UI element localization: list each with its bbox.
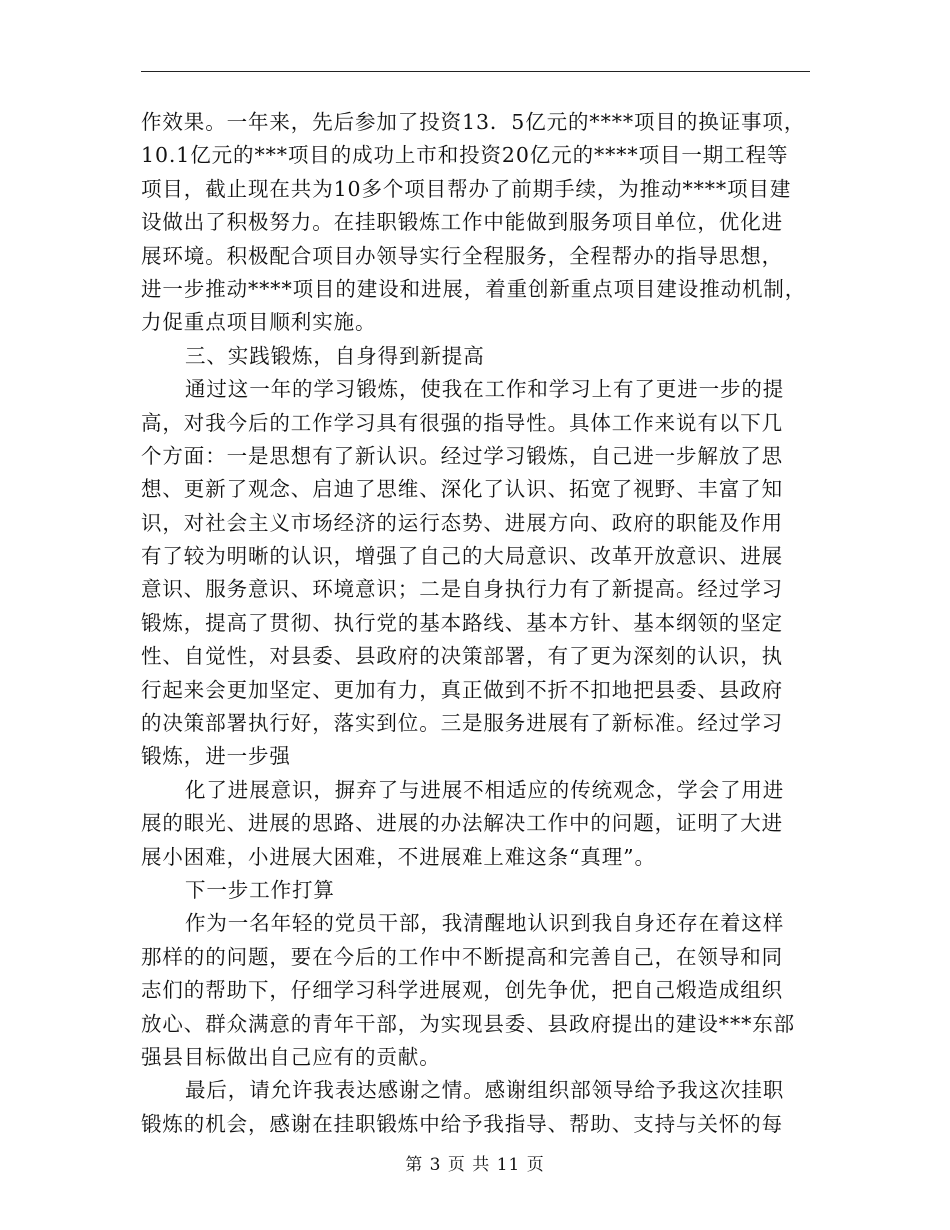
text-line: 识，对社会主义市场经济的运行态势、进展方向、政府的职能及作用: [141, 510, 783, 535]
text-line: 锻炼，进一步强: [141, 744, 291, 769]
text-line: 意识、服务意识、环境意识；二是自身执行力有了新提高。经过学习: [141, 577, 783, 602]
text-line: 放心、群众满意的青年干部，为实现县委、县政府提出的建设***东部: [141, 1011, 796, 1036]
text-line: 力促重点项目顺利实施。: [141, 310, 377, 335]
text-line: 展环境。积极配合项目办领导实行全程服务，全程帮办的指导思想，: [141, 243, 783, 268]
text-line: 锻炼的机会，感谢在挂职锻炼中给予我指导、帮助、支持与关怀的每: [141, 1111, 783, 1136]
text-line: 个方面：一是思想有了新认识。经过学习锻炼，自己进一步解放了思: [141, 443, 783, 468]
page-number-footer: 第 3 页 共 11 页: [405, 1155, 545, 1175]
text-line: 有了较为明晰的认识，增强了自己的大局意识、改革开放意识、进展: [141, 544, 783, 569]
text-line: 性、自觉性，对县委、县政府的决策部署，有了更为深刻的认识，执: [141, 644, 783, 669]
text-line: 作效果。一年来，先后参加了投资13．5亿元的****项目的换证事项，: [141, 110, 806, 134]
text-line: 的决策部署执行好，落实到位。三是服务进展有了新标准。经过学习: [141, 711, 783, 736]
text-line: 行起来会更加坚定、更加有力，真正做到不折不扣地把县委、县政府: [141, 677, 783, 702]
text-line: 进一步推动****项目的建设和进展，着重创新重点项目建设推动机制，: [141, 276, 807, 301]
text-line: 通过这一年的学习锻炼，使我在工作和学习上有了更进一步的提: [185, 377, 785, 402]
text-line: 10.1亿元的***项目的成功上市和投资20亿元的****项目一期工程等: [141, 143, 789, 168]
text-line: 设做出了积极努力。在挂职锻炼工作中能做到服务项目单位，优化进: [141, 210, 783, 235]
text-line: 那样的的问题，要在今后的工作中不断提高和完善自己，在领导和同: [141, 944, 783, 969]
text-line: 化了进展意识，摒弃了与进展不相适应的传统观念，学会了用进: [185, 777, 785, 802]
text-line: 强县目标做出自己应有的贡献。: [141, 1044, 441, 1069]
body-text: [141, 106, 813, 1141]
text-line: 志们的帮助下，仔细学习科学进展观，创先争优，把自己煅造成组织: [141, 978, 783, 1003]
text-line: 最后，请允许我表达感谢之情。感谢组织部领导给予我这次挂职: [185, 1078, 785, 1103]
text-line: 作为一名年轻的党员干部，我清醒地认识到我自身还存在着这样: [185, 911, 785, 936]
section-heading: 三、实践锻炼，自身得到新提高: [185, 343, 485, 368]
text-line: 想、更新了观念、启迪了思维、深化了认识、拓宽了视野、丰富了知: [141, 477, 783, 502]
header-rule: [141, 71, 810, 72]
text-line: 项目，截止现在共为10多个项目帮办了前期手续，为推动****项目建: [141, 176, 792, 201]
section-heading: 下一步工作打算: [185, 877, 335, 902]
text-line: 展小困难，小进展大困难，不进展难上难这条“真理”。: [141, 844, 656, 869]
text-line: 高，对我今后的工作学习具有很强的指导性。具体工作来说有以下几: [141, 410, 783, 435]
text-line: 展的眼光、进展的思路、进展的办法解决工作中的问题，证明了大进: [141, 811, 783, 836]
text-line: 锻炼，提高了贯彻、执行党的基本路线、基本方针、基本纲领的坚定: [141, 610, 783, 635]
